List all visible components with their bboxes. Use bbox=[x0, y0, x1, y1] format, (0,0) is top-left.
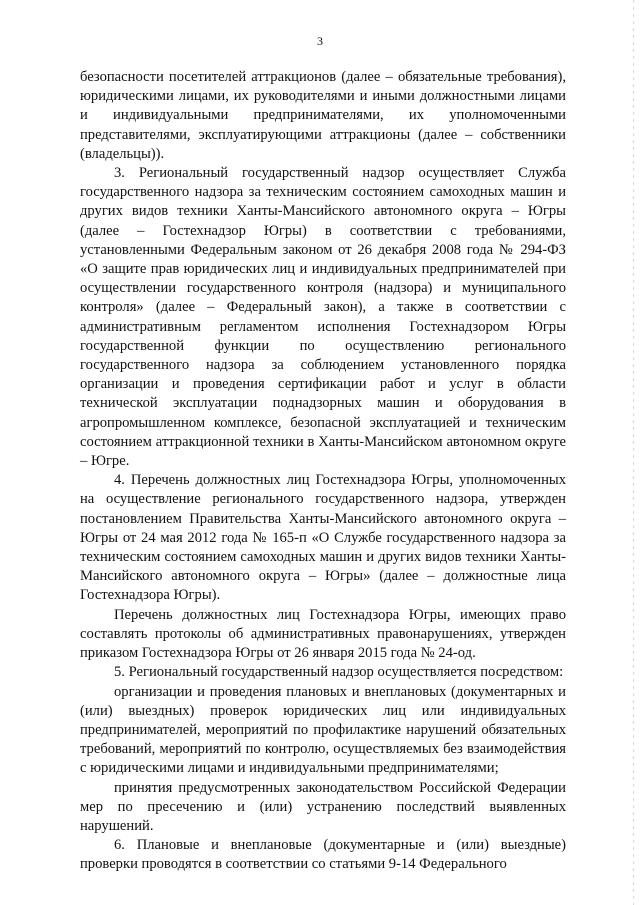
paragraph-measures: принятия предусмотренных законодательством Российской Федерации мер по пресечению и (или) устранению последствий выявленных нарушений. bbox=[80, 779, 566, 834]
paragraph-continuation: безопасности посетителей аттракционов (далее – обязательные требования), юридическими лицами, их руководителями и иными должностными лицами и индивидуальными предпринимателями, их уполномоченными представителями, эксплуатирующими аттракционы (далее – собственники (владельцы)). bbox=[80, 69, 566, 162]
paragraph-protocol-officials: Перечень должностных лиц Гостехнадзора Югры, имеющих право составлять протоколы об административных правонарушениях, утвержден приказом Гостехнадзора Югры от 26 января 2015 года № 24-од. bbox=[80, 606, 566, 662]
paragraph-inspections: организации и проведения плановых и внеплановых (документарных и (или) выездных) проверок юридических лиц или индивидуальных предпринимателей, мероприятий по профилактике нарушений обязательных требований, мероприятий по контролю, осуществляемых без взаимодействия с юридическими лицами и индивидуальными предпринимателями; bbox=[80, 683, 566, 777]
paragraph-item-6: 6. Плановые и внеплановые (документарные и (или) выездные) проверки проводятся в соответствии со статьями 9-14 Федерального bbox=[80, 837, 566, 873]
paragraph-item-3: 3. Региональный государственный надзор осуществляет Служба государственного надзора за техническим состоянием самоходных машин и других видов техники Ханты-Мансийского автономного округа – Югры (далее – Гостехнадзор Югры) в соответствии с требованиями, установленными Федеральным законом от 26 декабря 2008 года № 294-ФЗ «О защите прав юридических лиц и индивидуальных предпринимателей при осуществлении государственного контроля (надзора) и муниципального контроля» (далее – Федеральный закон), а также в соответствии с административным регламентом исполнения Гостехнадзором Югры государственной функции по осуществлению регионального государственного надзора за соблюдением установленного порядка организации и проведения сертификации работ и услуг в области технической эксплуатации поднадзорных машин и оборудования в агропромышленном комплексе, безопасной эксплуатацией и техническим состоянием аттракционной техники в Ханты-Мансийском автономном округе – Югре. bbox=[80, 165, 566, 470]
document-body bbox=[80, 68, 566, 875]
paragraph-item-4: 4. Перечень должностных лиц Гостехнадзора Югры, уполномоченных на осуществление регионального государственного надзора, утвержден постановлением Правительства Ханты-Мансийского автономного округа – Югры от 24 мая 2012 года № 165-п «О Службе государственного надзора за техническим состоянием самоходных машин и других видов техники Ханты-Мансийского автономного округа – Югры» (далее – должностные лица Гостехнадзора Югры). bbox=[80, 472, 566, 604]
page-number: 3 bbox=[317, 34, 323, 48]
scan-edge-line bbox=[633, 0, 634, 905]
paragraph-item-5: 5. Региональный государственный надзор осуществляется посредством: bbox=[114, 664, 564, 681]
